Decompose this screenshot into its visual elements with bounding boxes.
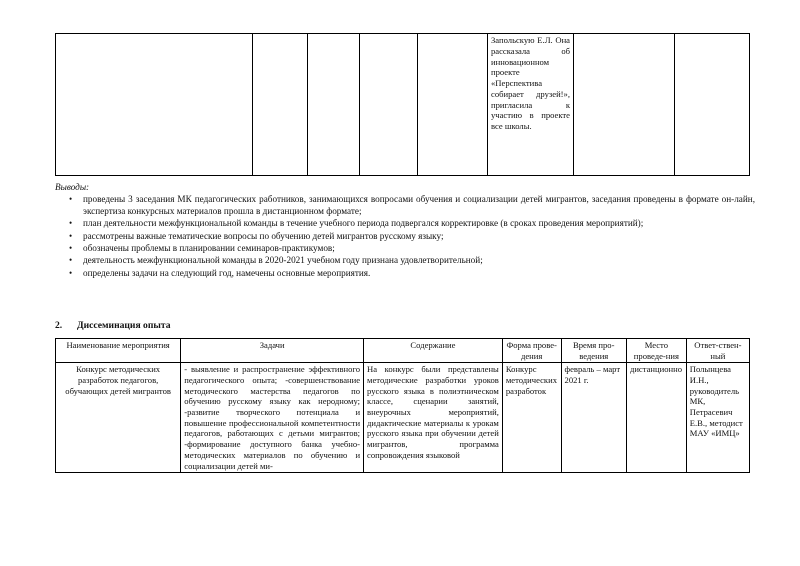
bullet-icon: • xyxy=(69,230,73,241)
cell-responsible: Полынцева И.Н., руководитель МК, Петрасевич Е.В., методист МАУ «ИМЦ» xyxy=(686,363,749,473)
list-item-text: план деятельности межфункциональной команды в течение учебного периода подвергался корректировке (в сроках проведения мероприятий); xyxy=(83,218,644,229)
cell-name: Конкурс методических разработок педагогов, обучающих детей мигрантов xyxy=(56,363,181,473)
list-item-text: деятельность межфункциональной команды в 2020-2021 учебном году признана удовлетворительной; xyxy=(83,255,483,266)
list-item xyxy=(55,243,755,255)
bullet-icon: • xyxy=(69,255,73,266)
list-item-text: обозначены проблемы в планировании семинаров-практикумов; xyxy=(83,242,335,253)
cell-name xyxy=(56,34,253,176)
table-row xyxy=(56,363,750,473)
dissemination-table xyxy=(55,338,750,473)
section-heading xyxy=(55,320,755,331)
table-header-row xyxy=(56,339,750,363)
list-item xyxy=(55,218,755,230)
cell-tasks: - выявление и распространение эффективного педагогического опыта; -совершенствование методического мастерства педагогов по обучению русскому языку как неродному; -развитие творческого потенциала и повышение профессиональной компетентности педагогов, работающих с детьми мигрантов; -формирование доступного банка учебно-методических материалов по обучению и социализации детей ми- xyxy=(181,363,364,473)
bullet-icon: • xyxy=(69,242,73,253)
cell-content: На конкурс были представлены методические разработки уроков русского языка в полиэтническом классе, сценарии занятий, внеурочных мероприятий, дидактические материалы к урокам русского языка при обучении детей мигрантов, программа сопровождения языковой xyxy=(364,363,503,473)
list-item xyxy=(55,268,755,280)
cell-col8 xyxy=(675,34,750,176)
column-header-content: Содержание xyxy=(364,339,503,363)
cell-col5 xyxy=(418,34,488,176)
list-item xyxy=(55,255,755,267)
cell-col2 xyxy=(253,34,308,176)
conclusions-title: Выводы: xyxy=(55,182,90,192)
column-header-time: Время про-ведения xyxy=(561,339,626,363)
bullet-icon: • xyxy=(69,267,73,278)
list-item-text: проведены 3 заседания МК педагогических работников, занимающихся вопросами обучения и социализации детей мигрантов, заседания проведены в формате он-лайн, экспертиза конкурсных материалов прошла в дистанционном формате; xyxy=(83,194,755,216)
cell-time: февраль – март 2021 г. xyxy=(561,363,626,473)
section-title: Диссеминация опыта xyxy=(77,320,171,331)
conclusions-list xyxy=(55,194,755,280)
cell-content: Запольскую Е.Л. Она рассказала об инновационном проекте «Перспектива собирает друзей!», пригласила к участию в проекте все школы. xyxy=(488,34,574,176)
section-number: 2. xyxy=(55,320,63,331)
table-row xyxy=(56,34,750,176)
column-header-form: Форма прове-дения xyxy=(502,339,561,363)
continuation-table xyxy=(55,33,750,176)
column-header-name: Наименование мероприятия xyxy=(56,339,181,363)
list-item xyxy=(55,194,755,218)
cell-col3 xyxy=(308,34,360,176)
list-item-text: определены задачи на следующий год, намечены основные мероприятия. xyxy=(83,267,371,278)
list-item xyxy=(55,231,755,243)
column-header-responsible: Ответ-ствен-ный xyxy=(686,339,749,363)
list-item-text: рассмотрены важные тематические вопросы по обучению детей мигрантов русскому языку; xyxy=(83,230,444,241)
bullet-icon: • xyxy=(69,218,73,229)
column-header-place: Место проведе-ния xyxy=(626,339,686,363)
cell-col4 xyxy=(360,34,418,176)
cell-col7 xyxy=(574,34,675,176)
cell-form: Конкурс методических разработок xyxy=(502,363,561,473)
column-header-tasks: Задачи xyxy=(181,339,364,363)
cell-place: дистанционно xyxy=(626,363,686,473)
conclusions-block xyxy=(55,182,755,280)
bullet-icon: • xyxy=(69,194,73,204)
